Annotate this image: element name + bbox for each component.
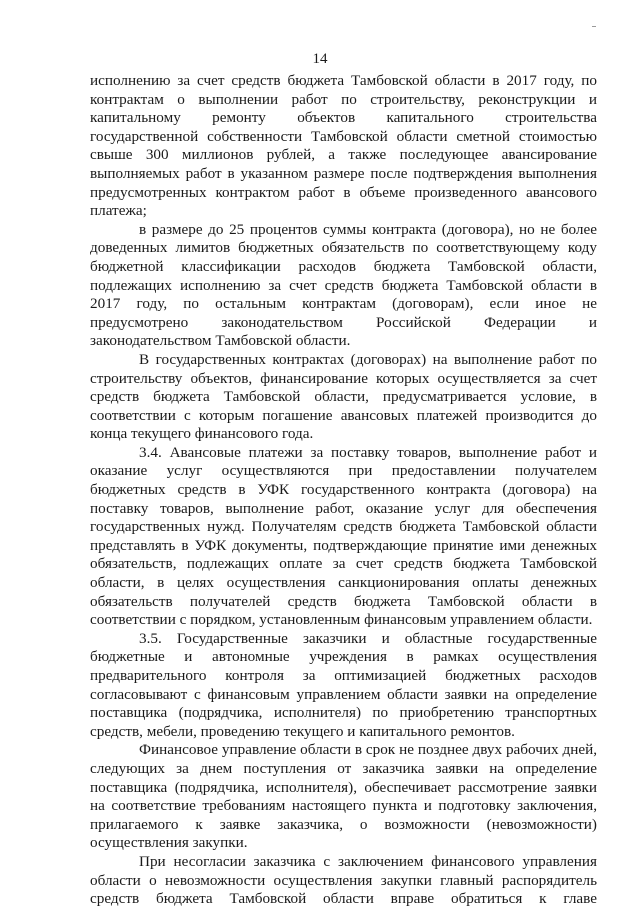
page-number: 14 bbox=[312, 51, 328, 67]
text-line: государственных нужд. Получателям средств бюджета Тамбовской области bbox=[90, 518, 597, 536]
scan-mark bbox=[592, 26, 596, 27]
text-line: соответствии с которым погашение авансовых платежей производится до bbox=[90, 406, 597, 424]
text-line: доведенных лимитов бюджетных обязательств по соответствующему коду bbox=[90, 239, 597, 257]
text-line: соответствии с порядком, установленным финансовым управлением области. bbox=[90, 611, 593, 629]
text-line: предусмотренных контрактом работ в объеме произведенного авансового bbox=[90, 183, 597, 201]
text-line: 3.4. Авансовые платежи за поставку товаров, выполнение работ и bbox=[139, 443, 597, 461]
paragraph bbox=[90, 221, 597, 351]
text-line: контрактам о выполнении работ по строительству, реконструкции и bbox=[90, 90, 597, 108]
text-line: согласовывают с финансовым управлением области заявки на определение bbox=[90, 685, 597, 703]
text-line: В государственных контрактах (договорах) на выполнение работ по bbox=[139, 350, 597, 368]
text-line: средств бюджета Тамбовской области, предусматривается условие, в bbox=[90, 388, 597, 406]
text-line: бюджетных средств в УФК государственного контракта (договора) на bbox=[90, 481, 597, 499]
text-line: прилагаемого к заявке заказчика, о возможности (невозможности) bbox=[90, 815, 597, 833]
text-line: строительству объектов, финансирование которых осуществляется за счет bbox=[90, 369, 597, 387]
body-text bbox=[90, 72, 597, 909]
text-line: платежа; bbox=[90, 202, 147, 220]
text-line: Финансовое управление области в срок не позднее двух рабочих дней, bbox=[139, 741, 597, 759]
text-line: государственной собственности Тамбовской области сметной стоимостью bbox=[90, 127, 597, 145]
text-line: капитальному ремонту объектов капитального строительства bbox=[90, 109, 597, 127]
text-line: исполнению за счет средств бюджета Тамбовской области в 2017 году, по bbox=[90, 72, 597, 89]
text-line: подлежащих исполнению за счет средств бюджета Тамбовской области в bbox=[90, 276, 597, 294]
text-line: поставщика (подрядчика, исполнителя), обеспечивает рассмотрение заявки bbox=[90, 778, 597, 796]
text-line: свыше 300 миллионов рублей, а также последующее авансирование bbox=[90, 146, 597, 164]
text-line: 2017 году, по остальным контрактам (договорам), если иное не bbox=[90, 295, 597, 313]
text-line: области о невозможности осуществления закупки главный распорядитель bbox=[90, 871, 597, 889]
paragraph bbox=[90, 853, 597, 909]
text-line: средств бюджета Тамбовской области вправе обратиться к главе bbox=[90, 890, 597, 908]
text-line: обязательств получателей средств бюджета Тамбовской области в bbox=[90, 592, 597, 610]
text-line: представлять в УФК документы, подтверждающие принятие ими денежных bbox=[90, 536, 597, 554]
text-line: оказание услуг осуществляются при предоставлении получателем bbox=[90, 462, 597, 480]
text-line: конца текущего финансового года. bbox=[90, 425, 314, 443]
text-line: законодательством Тамбовской области. bbox=[90, 332, 351, 350]
text-line: бюджетные и автономные учреждения в рамках осуществления bbox=[90, 648, 597, 666]
text-line: 3.5. Государственные заказчики и областные государственные bbox=[139, 629, 597, 647]
text-line: выполняемых работ в указанном размере после подтверждения выполнения bbox=[90, 164, 597, 182]
paragraph bbox=[90, 72, 597, 221]
paragraph bbox=[90, 444, 597, 630]
text-line: на соответствие требованиям настоящего пункта и подготовку заключения, bbox=[90, 797, 597, 815]
text-line: поставщика (подрядчика, исполнителя) по приобретению транспортных bbox=[90, 704, 597, 722]
text-line: При несогласии заказчика с заключением финансового управления bbox=[139, 852, 597, 870]
text-line: в размере до 25 процентов суммы контракта (договора), но не более bbox=[139, 220, 597, 238]
text-line: области, в целях осуществления санкционирования оплаты денежных bbox=[90, 574, 597, 592]
text-line: предусмотрено законодательством Российской Федерации и bbox=[90, 313, 597, 331]
paragraph bbox=[90, 351, 597, 444]
paragraph bbox=[90, 741, 597, 853]
text-line: поставку товаров, выполнение работ, оказание услуг для обеспечения bbox=[90, 499, 597, 517]
paragraph bbox=[90, 630, 597, 742]
text-line: бюджетной классификации расходов бюджета Тамбовской области, bbox=[90, 257, 597, 275]
text-line: средств, мебели, проведению текущего и капитального ремонтов. bbox=[90, 722, 515, 740]
text-line: осуществления закупки. bbox=[90, 834, 248, 852]
text-line: следующих за днем поступления от заказчика заявки на определение bbox=[90, 759, 597, 777]
text-line: предварительного контроля за оптимизацией бюджетных расходов bbox=[90, 667, 597, 684]
text-line: обязательств, подлежащих оплате за счет средств бюджета Тамбовской bbox=[90, 555, 597, 573]
